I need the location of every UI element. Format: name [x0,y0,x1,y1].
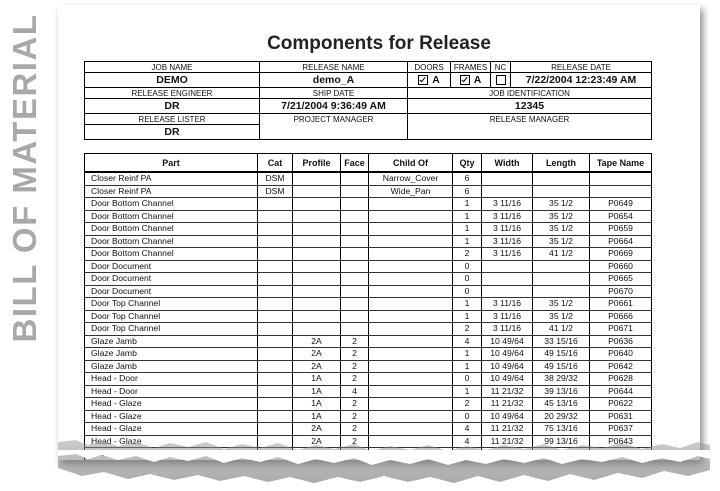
release-date-label: RELEASE DATE [511,62,652,73]
report-title: Components for Release [267,33,491,54]
table-cell: 2 [341,423,369,436]
table-cell [369,423,453,436]
table-cell [258,335,293,348]
table-cell: 2A [293,435,341,448]
table-row [85,348,652,361]
column-header-width: Width [482,154,533,173]
job-name-label: JOB NAME [85,62,260,73]
table-cell [293,310,341,323]
release-manager-value [408,125,652,140]
table-cell [258,348,293,361]
frames-value: A [473,74,482,86]
frames-label: FRAMES [451,62,491,73]
table-cell: 3 11/16 [482,223,533,236]
table-cell: 6 [453,172,482,185]
table-cell: 75 13/16 [533,423,590,436]
release-manager-label: RELEASE MANAGER [408,114,652,125]
table-cell: Head - Glaze [85,398,258,411]
table-cell [369,210,453,223]
table-cell [258,285,293,298]
table-cell [258,198,293,211]
table-cell [533,185,590,198]
table-cell: 3 11/16 [482,298,533,311]
table-cell: P0664 [590,235,652,248]
job-name-value: DEMO [85,73,260,88]
ship-date-value: 7/21/2004 9:36:49 AM [260,99,408,114]
release-header-table [84,61,652,140]
table-cell [369,373,453,386]
table-cell: Door Document [85,273,258,286]
table-cell: P0649 [590,198,652,211]
table-cell: 1 [453,360,482,373]
doors-cell [408,73,451,88]
frames-checkbox [460,75,470,85]
table-cell: Head - Glaze [85,423,258,436]
table-cell [258,398,293,411]
table-cell: Narrow_Cover [369,172,453,185]
column-header-child-of: Child Of [369,154,453,173]
table-cell: 10 49/64 [482,348,533,361]
table-cell [341,223,369,236]
report-page [58,5,700,460]
table-cell [258,410,293,423]
table-cell [341,235,369,248]
table-cell: 2 [341,373,369,386]
table-cell: Closer Reinf PA [85,172,258,185]
job-id-value: 12345 [408,99,652,114]
table-cell [369,310,453,323]
release-date-value: 7/22/2004 12:23:49 AM [511,73,652,88]
table-cell: 35 1/2 [533,198,590,211]
table-cell: P0636 [590,335,652,348]
table-cell: 10 49/64 [482,335,533,348]
table-cell: P0644 [590,385,652,398]
table-cell: Head - Glaze [85,410,258,423]
table-cell: Door Top Channel [85,310,258,323]
release-name-label: RELEASE NAME [260,62,408,73]
table-cell: 2A [293,423,341,436]
table-cell [341,198,369,211]
table-cell: 4 [453,335,482,348]
table-cell: 1 [453,310,482,323]
table-cell [369,360,453,373]
table-cell: P0622 [590,398,652,411]
table-cell: 3 11/16 [482,235,533,248]
table-cell: 1A [293,398,341,411]
table-cell: 1 [453,385,482,398]
table-cell [341,273,369,286]
table-cell [293,298,341,311]
table-cell: 4 [453,435,482,448]
table-cell [258,360,293,373]
release-engineer-label: RELEASE ENGINEER [85,88,260,99]
table-cell: P0665 [590,273,652,286]
table-cell [258,260,293,273]
nc-checkbox [496,75,506,85]
table-cell: 99 13/16 [533,435,590,448]
column-header-length: Length [533,154,590,173]
table-cell [293,223,341,236]
table-cell: 0 [453,373,482,386]
table-row [85,235,652,248]
table-cell: P0666 [590,310,652,323]
table-cell: 11 21/32 [482,435,533,448]
side-title-text: BILL OF MATERIAL [6,13,43,343]
table-cell [533,172,590,185]
table-cell: 4 [341,385,369,398]
table-cell: Door Top Channel [85,298,258,311]
table-cell: 10 49/64 [482,410,533,423]
table-cell: 39 13/16 [533,385,590,398]
table-cell [590,185,652,198]
frames-cell [451,73,491,88]
table-cell: 1 [453,210,482,223]
table-cell: 1A [293,410,341,423]
table-cell: DSM [258,172,293,185]
doors-value: A [432,74,440,86]
table-cell [369,235,453,248]
table-cell: P0631 [590,410,652,423]
table-cell [341,185,369,198]
table-cell: Door Bottom Channel [85,210,258,223]
job-id-label: JOB IDENTIFICATION [408,88,652,99]
table-cell: Wide_Pan [369,185,453,198]
table-cell: Door Bottom Channel [85,248,258,261]
table-cell: 3 11/16 [482,210,533,223]
components-table [84,153,652,460]
table-cell [293,273,341,286]
table-cell: 2A [293,335,341,348]
table-cell: DSM [258,185,293,198]
table-cell [293,198,341,211]
table-cell: Glaze Jamb [85,348,258,361]
table-cell: P0671 [590,323,652,336]
table-cell: 35 1/2 [533,223,590,236]
table-cell [293,172,341,185]
table-cell: 0 [453,285,482,298]
table-cell [341,210,369,223]
table-row [85,273,652,286]
table-cell [341,298,369,311]
table-cell [369,248,453,261]
table-cell [341,323,369,336]
table-cell: Head - Door [85,373,258,386]
table-cell: P0659 [590,223,652,236]
torn-edge [58,436,710,488]
table-cell: Door Document [85,260,258,273]
table-cell: 2 [341,335,369,348]
table-cell: 1 [453,348,482,361]
table-cell: 2 [453,323,482,336]
table-cell: 3 11/16 [482,198,533,211]
table-cell: 2 [453,398,482,411]
table-cell: 38 29/32 [533,373,590,386]
table-cell: Closer Reinf PA [85,185,258,198]
table-cell [258,385,293,398]
table-row [85,185,652,198]
table-cell [293,185,341,198]
table-cell: P0670 [590,285,652,298]
table-row [85,172,652,185]
table-cell [590,172,652,185]
table-row [85,410,652,423]
table-cell: P0660 [590,260,652,273]
table-cell [293,323,341,336]
nc-label: NC [491,62,511,73]
table-cell [258,223,293,236]
table-cell [293,210,341,223]
table-row [85,323,652,336]
table-cell: 1 [453,235,482,248]
table-cell [369,410,453,423]
table-cell: Glaze Jamb [85,360,258,373]
table-cell [258,210,293,223]
table-cell: 20 29/32 [533,410,590,423]
table-cell [293,248,341,261]
table-cell: P0661 [590,298,652,311]
table-cell: 10 49/64 [482,373,533,386]
table-cell [533,273,590,286]
table-row [85,223,652,236]
table-cell [369,285,453,298]
table-cell [369,198,453,211]
table-cell [533,285,590,298]
table-cell [258,235,293,248]
release-lister-label: RELEASE LISTER [85,114,260,125]
table-cell: 6 [453,185,482,198]
table-cell [258,273,293,286]
components-header-row [85,154,652,173]
table-row [85,423,652,436]
table-cell: 35 1/2 [533,210,590,223]
table-cell: 0 [453,410,482,423]
release-lister-value: DR [85,125,260,140]
column-header-cat: Cat [258,154,293,173]
table-cell [482,185,533,198]
table-cell: Door Bottom Channel [85,235,258,248]
column-header-profile: Profile [293,154,341,173]
table-cell: 3 11/16 [482,310,533,323]
table-row [85,248,652,261]
table-cell [482,273,533,286]
table-row [85,285,652,298]
table-cell: 35 1/2 [533,298,590,311]
table-cell: 1 [453,198,482,211]
table-cell: 35 1/2 [533,235,590,248]
table-row [85,260,652,273]
table-cell [258,298,293,311]
table-cell [369,273,453,286]
table-row [85,335,652,348]
table-row [85,210,652,223]
table-cell: 0 [453,273,482,286]
project-manager-label: PROJECT MANAGER [260,114,408,125]
table-cell [258,323,293,336]
table-cell [369,323,453,336]
table-cell: 49 15/16 [533,348,590,361]
table-cell: 1 [453,298,482,311]
table-cell: 11 21/32 [482,398,533,411]
doors-label: DOORS [408,62,451,73]
table-cell: 49 15/16 [533,360,590,373]
table-cell: 2 [341,410,369,423]
table-row [85,373,652,386]
table-row [85,385,652,398]
table-row [85,310,652,323]
table-cell: 2 [341,348,369,361]
table-cell: Glaze Jamb [85,335,258,348]
table-cell [258,310,293,323]
table-cell: 2A [293,348,341,361]
table-cell: 0 [453,260,482,273]
table-cell: 1 [453,223,482,236]
table-cell [258,248,293,261]
table-cell: 1A [293,373,341,386]
table-cell: P0643 [590,435,652,448]
table-cell: 2 [341,398,369,411]
table-cell: Door Bottom Channel [85,223,258,236]
table-cell: 4 [453,423,482,436]
table-cell: 11 21/32 [482,423,533,436]
table-cell: Door Bottom Channel [85,198,258,211]
release-name-value: demo_A [260,73,408,88]
table-cell [293,260,341,273]
release-engineer-value: DR [85,99,260,114]
column-header-part: Part [85,154,258,173]
table-cell: 2 [341,360,369,373]
ship-date-label: SHIP DATE [260,88,408,99]
table-cell: 10 49/64 [482,360,533,373]
table-cell [369,335,453,348]
table-cell [482,260,533,273]
table-cell: 2 [453,248,482,261]
table-cell: P0654 [590,210,652,223]
table-cell: 3 11/16 [482,323,533,336]
table-row [85,360,652,373]
table-cell [341,285,369,298]
table-cell [258,373,293,386]
table-cell: 2 [341,435,369,448]
project-manager-value [260,125,408,140]
table-row [85,398,652,411]
table-cell [369,298,453,311]
table-cell [369,385,453,398]
table-cell [482,285,533,298]
table-cell: Door Document [85,285,258,298]
doors-checkbox [418,75,428,85]
table-cell: 45 13/16 [533,398,590,411]
table-cell: Door Top Channel [85,323,258,336]
table-cell: P0640 [590,348,652,361]
table-cell: P0669 [590,248,652,261]
table-cell: 11 21/32 [482,385,533,398]
column-header-tape-name: Tape Name [590,154,652,173]
table-cell: Head - Door [85,385,258,398]
table-cell: 41 1/2 [533,323,590,336]
column-header-face: Face [341,154,369,173]
table-cell [341,310,369,323]
table-cell [341,172,369,185]
table-cell [533,260,590,273]
table-cell: 41 1/2 [533,248,590,261]
table-cell [369,223,453,236]
table-cell [341,248,369,261]
table-cell: Head - Glaze [85,435,258,448]
table-cell: 2A [293,360,341,373]
table-cell [369,260,453,273]
column-header-qty: Qty [453,154,482,173]
table-cell [293,285,341,298]
table-cell: P0628 [590,373,652,386]
table-cell: P0637 [590,423,652,436]
table-cell [482,172,533,185]
side-title-banner [0,0,50,491]
table-cell [369,348,453,361]
table-cell [341,260,369,273]
table-cell: P0642 [590,360,652,373]
table-cell [258,423,293,436]
table-cell [369,398,453,411]
table-row [85,298,652,311]
table-cell [293,235,341,248]
nc-cell [491,73,511,88]
table-cell: 35 1/2 [533,310,590,323]
components-table-body [85,172,652,460]
table-row [85,198,652,211]
table-cell: 3 11/16 [482,248,533,261]
table-cell: 1A [293,385,341,398]
table-cell: 33 15/16 [533,335,590,348]
